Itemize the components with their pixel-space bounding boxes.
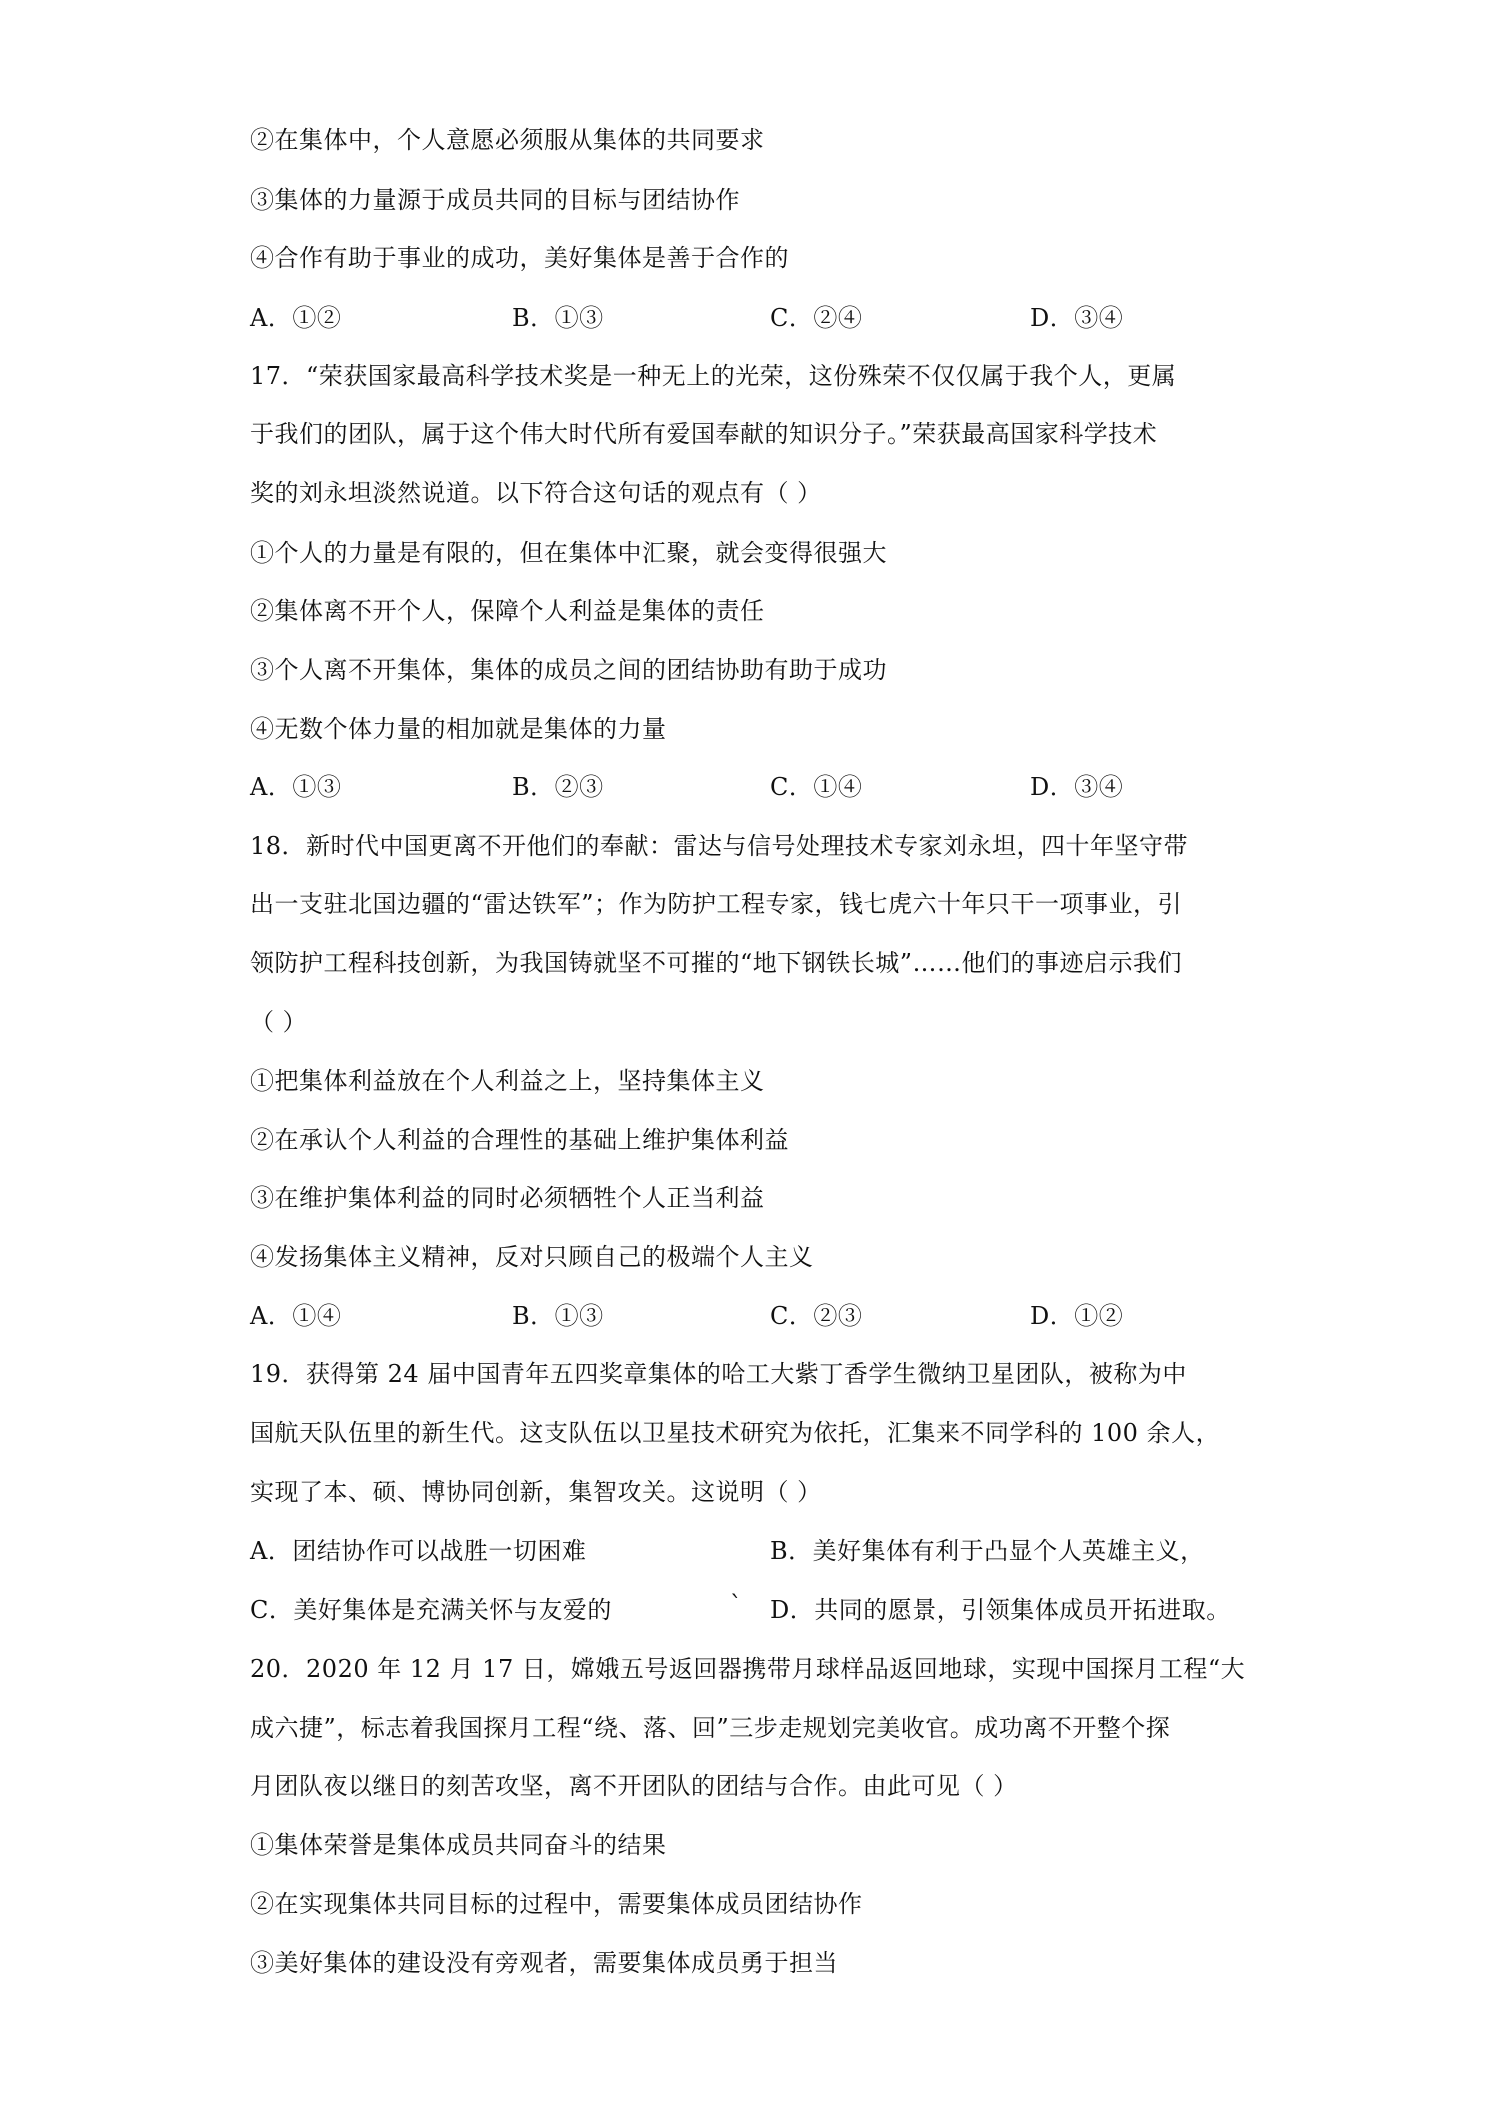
q18-option-b[interactable]: B．①③ [512,1302,604,1330]
q18-statement-4: ④发扬集体主义精神，反对只顾自己的极端个人主义 [250,1243,814,1271]
q18-option-d[interactable]: D．①② [1030,1302,1124,1330]
q19-option-c[interactable]: C．美好集体是充满关怀与友爱的 [250,1596,612,1624]
q18-stem-line-3: 领防护工程科技创新，为我国铸就坚不可摧的“地下钢铁长城”……他们的事迹启示我们 [250,949,1183,977]
q16-statement-4: ④合作有助于事业的成功，美好集体是善于合作的 [250,244,789,272]
q17-option-b[interactable]: B．②③ [512,773,604,801]
q20-statement-3: ③美好集体的建设没有旁观者，需要集体成员勇于担当 [250,1949,838,1977]
q18-statement-2: ②在承认个人利益的合理性的基础上维护集体利益 [250,1126,789,1154]
q18-option-c[interactable]: C．②③ [770,1302,863,1330]
q16-option-d[interactable]: D．③④ [1030,304,1124,332]
q16-option-c[interactable]: C．②④ [770,304,863,332]
q17-statement-2: ②集体离不开个人，保障个人利益是集体的责任 [250,597,765,625]
q18-statement-3: ③在维护集体利益的同时必须牺牲个人正当利益 [250,1184,765,1212]
q19-option-a[interactable]: A．团结协作可以战胜一切困难 [250,1537,587,1565]
stray-mark: ` [730,1591,742,1619]
q20-stem-line-2: 成六捷”，标志着我国探月工程“绕、落、回”三步走规划完美收官。成功离不开整个探 [250,1714,1171,1742]
q16-statement-2: ②在集体中，个人意愿必须服从集体的共同要求 [250,126,765,154]
q16-option-a[interactable]: A．①② [250,304,342,332]
q17-stem-line-1: 17．“荣获国家最高科学技术奖是一种无上的光荣，这份殊荣不仅仅属于我个人，更属 [250,362,1177,390]
q20-stem-line-3: 月团队夜以继日的刻苦攻坚，离不开团队的团结与合作。由此可见（ ） [250,1772,1018,1800]
q18-option-a[interactable]: A．①④ [250,1302,342,1330]
q17-option-c[interactable]: C．①④ [770,773,863,801]
q20-statement-1: ①集体荣誉是集体成员共同奋斗的结果 [250,1831,667,1859]
q16-statement-3: ③集体的力量源于成员共同的目标与团结协作 [250,186,740,214]
q16-option-b[interactable]: B．①③ [512,304,604,332]
q17-option-a[interactable]: A．①③ [250,773,342,801]
q20-stem-line-1: 20．2020 年 12 月 17 日，嫦娥五号返回器携带月球样品返回地球，实现中国探月工程“大 [250,1655,1246,1683]
q18-stem-line-2: 出一支驻北国边疆的“雷达铁军”；作为防护工程专家，钱七虎六十年只干一项事业，引 [250,890,1183,918]
q19-option-b[interactable]: B．美好集体有利于凸显个人英雄主义， [770,1537,1205,1565]
q18-stem-line-4: （ ） [250,1008,308,1036]
q20-statement-2: ②在实现集体共同目标的过程中，需要集体成员团结协作 [250,1890,863,1918]
q17-option-d[interactable]: D．③④ [1030,773,1124,801]
q17-stem-line-2: 于我们的团队，属于这个伟大时代所有爱国奉献的知识分子。”荣获最高国家科学技术 [250,420,1158,448]
q17-statement-4: ④无数个体力量的相加就是集体的力量 [250,715,667,743]
q17-statement-1: ①个人的力量是有限的，但在集体中汇聚，就会变得很强大 [250,539,887,567]
q19-stem-line-2: 国航天队伍里的新生代。这支队伍以卫星技术研究为依托，汇集来不同学科的 100 余人， [250,1419,1221,1447]
q19-stem-line-3: 实现了本、硕、博协同创新，集智攻关。这说明（ ） [250,1478,822,1506]
q18-stem-line-1: 18．新时代中国更离不开他们的奉献：雷达与信号处理技术专家刘永坦，四十年坚守带 [250,832,1189,860]
q19-option-d[interactable]: D．共同的愿景，引领集体成员开拓进取。 [770,1596,1231,1624]
q17-stem-line-3: 奖的刘永坦淡然说道。以下符合这句话的观点有（ ） [250,479,822,507]
q17-statement-3: ③个人离不开集体，集体的成员之间的团结协助有助于成功 [250,656,887,684]
q19-stem-line-1: 19．获得第 24 届中国青年五四奖章集体的哈工大紫丁香学生微纳卫星团队，被称为中 [250,1360,1187,1388]
q18-statement-1: ①把集体利益放在个人利益之上，坚持集体主义 [250,1067,765,1095]
